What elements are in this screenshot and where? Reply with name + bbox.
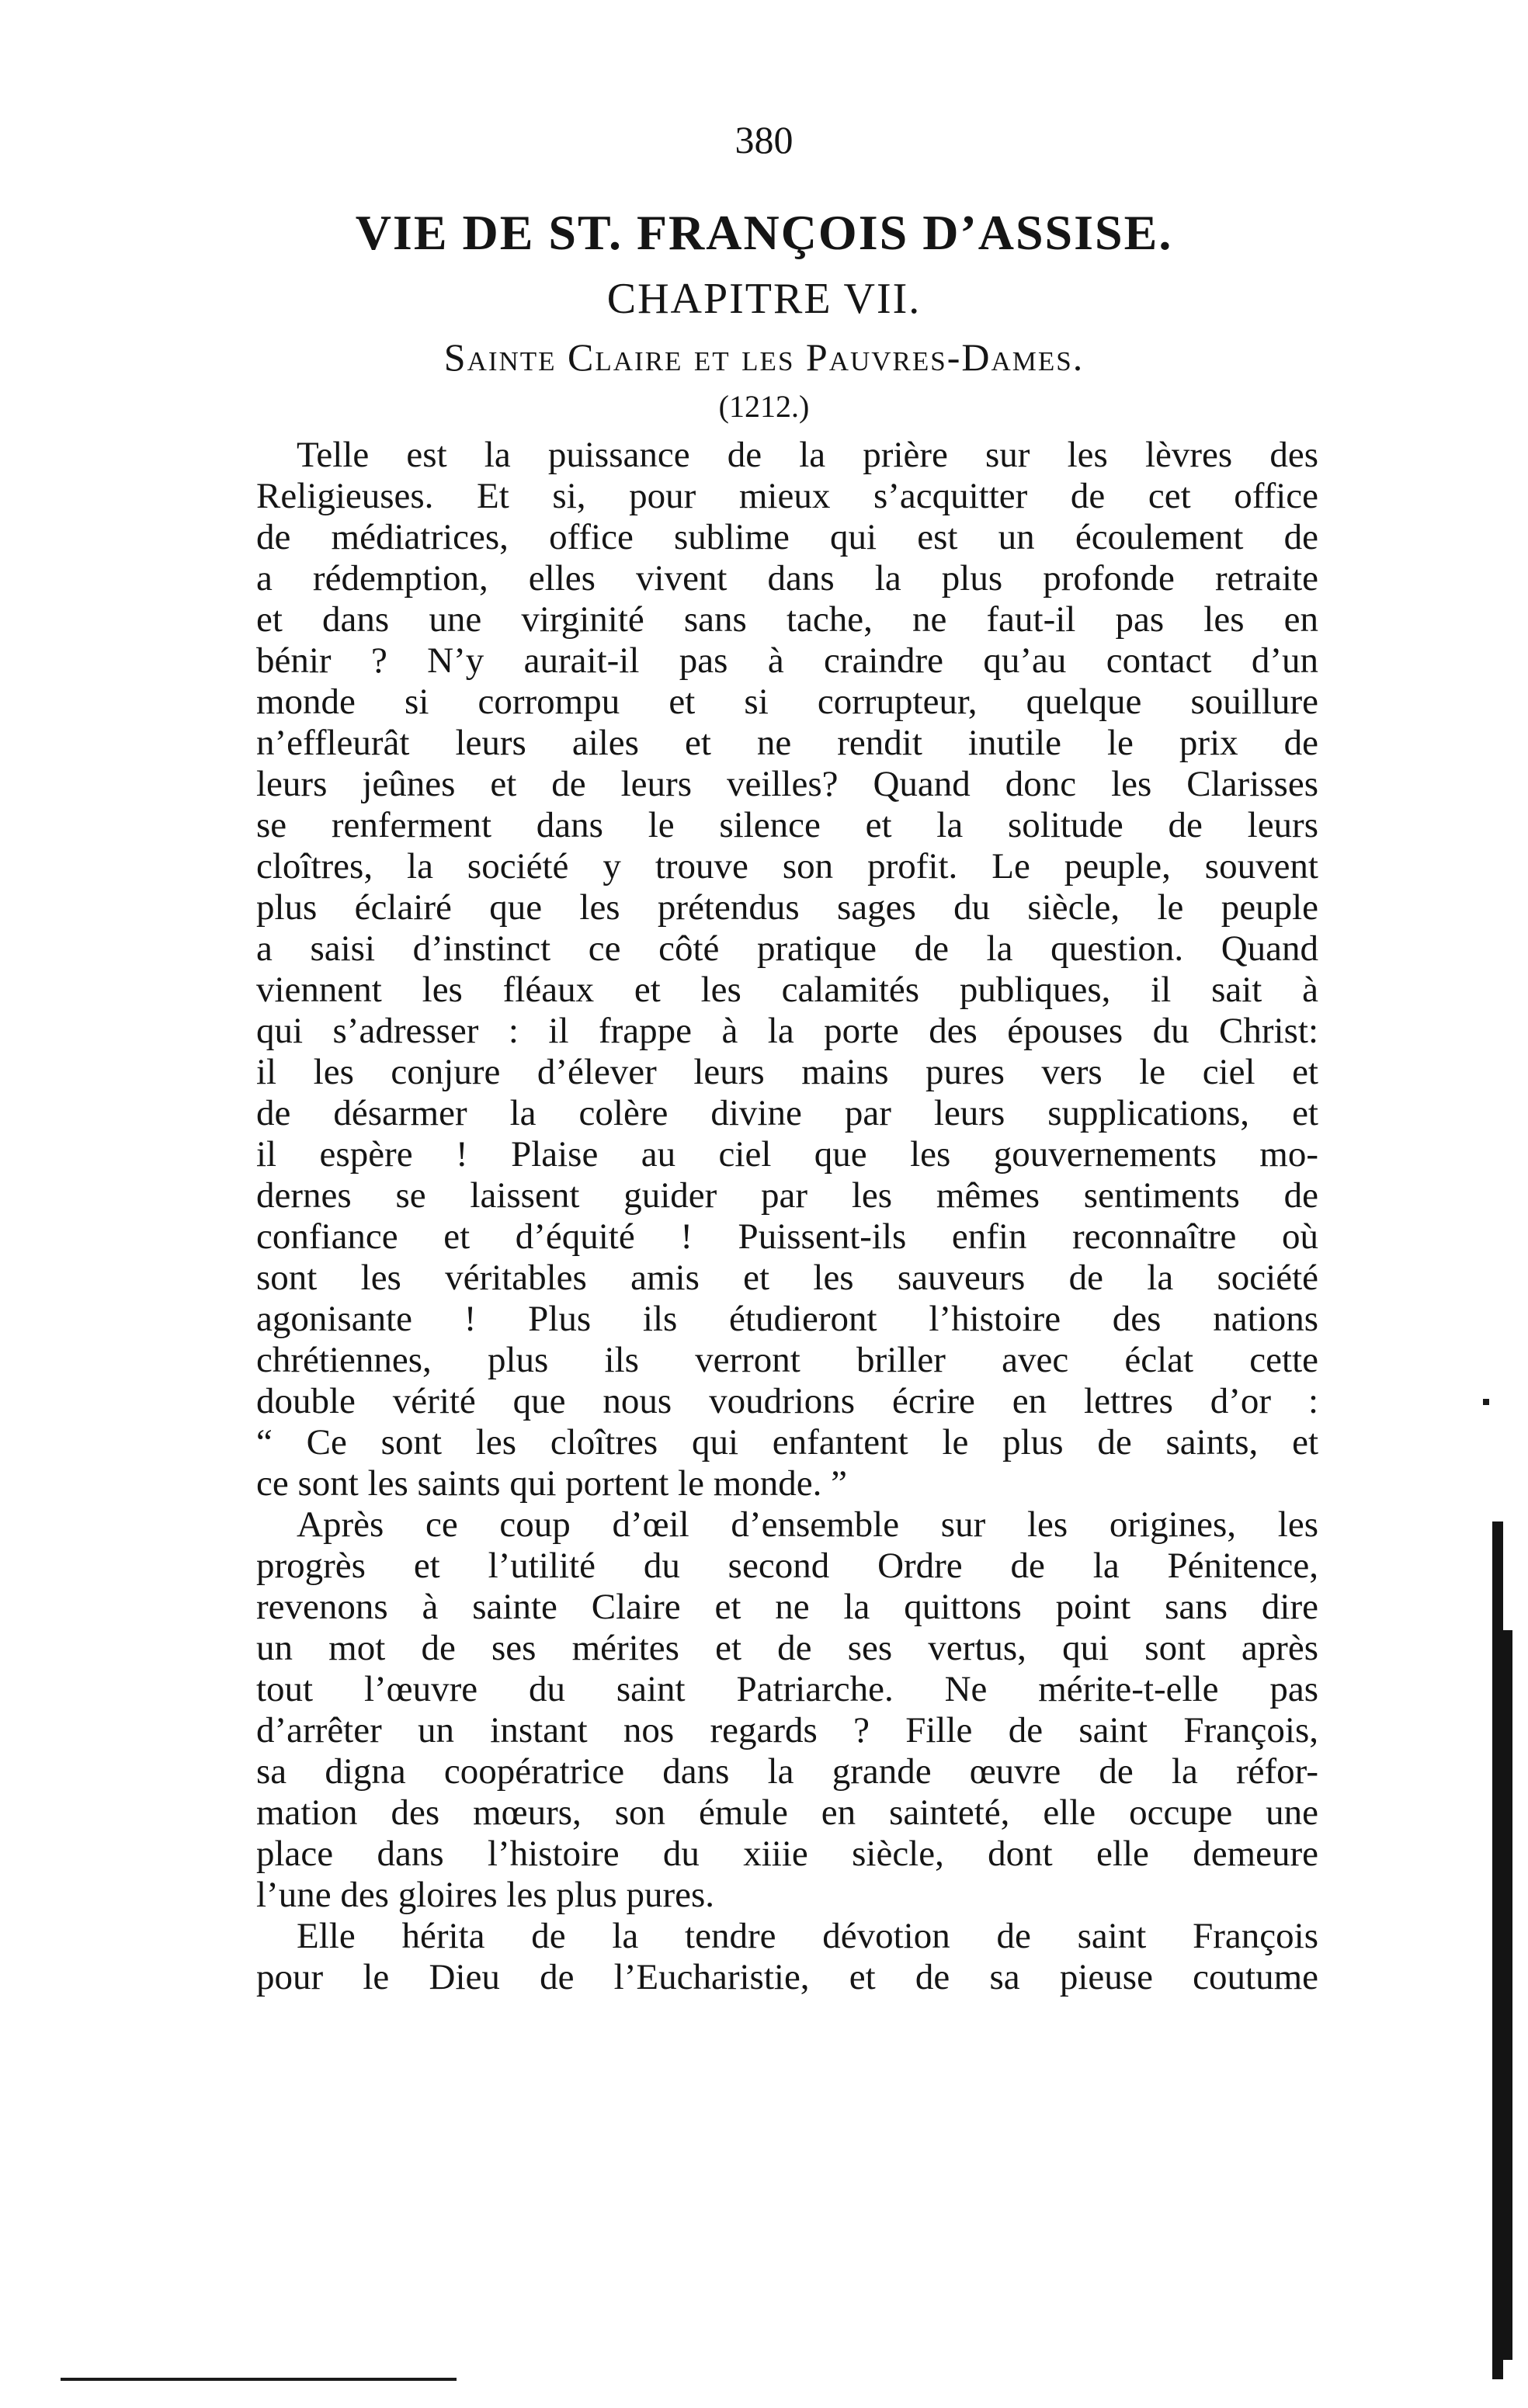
text-line: il les conjure d’élever leurs mains pures vers le ciel et	[256, 1052, 1318, 1092]
text-line: bénir ? N’y aurait-il pas à craindre qu’au contact d’un	[256, 640, 1318, 681]
text-line: agonisante ! Plus ils étudieront l’histoire des nations	[256, 1299, 1318, 1339]
text-line: qui s’adresser : il frappe à la porte des épouses du Christ:	[256, 1011, 1318, 1051]
text-line: a saisi d’instinct ce côté pratique de la question. Quand	[256, 928, 1318, 969]
text-line: Religieuses. Et si, pour mieux s’acquitter de cet office	[256, 476, 1318, 516]
text-line: monde si corrompu et si corrupteur, quelque souillure	[256, 682, 1318, 722]
text-line: confiance et d’équité ! Puissent-ils enfin reconnaître où	[256, 1216, 1318, 1257]
text-line: ce sont les saints qui portent le monde. ”	[256, 1463, 847, 1504]
text-line: un mot de ses mérites et de ses vertus, qui sont après	[256, 1628, 1318, 1668]
text-line: mation des mœurs, son émule en sainteté, elle occupe une	[256, 1792, 1318, 1833]
text-line: a rédemption, elles vivent dans la plus profonde retraite	[256, 558, 1318, 599]
text-line: d’arrêter un instant nos regards ? Fille de saint François,	[256, 1710, 1318, 1750]
text-line: se renferment dans le silence et la solitude de leurs	[256, 805, 1318, 845]
text-line: pour le Dieu de l’Eucharistie, et de sa pieuse coutume	[256, 1957, 1318, 1997]
scan-artifact-rule	[61, 2378, 457, 2381]
chapter-subtitle: Sainte Claire et les Pauvres-Dames.	[443, 335, 1085, 379]
text-line: de désarmer la colère divine par leurs supplications, et	[256, 1093, 1318, 1133]
text-line: Elle hérita de la tendre dévotion de saint François	[297, 1916, 1318, 1956]
text-line: Telle est la puissance de la prière sur les lèvres des	[297, 435, 1318, 475]
text-line: l’une des gloires les plus pures.	[256, 1875, 715, 1915]
running-title: VIE DE ST. FRANÇOIS D’ASSISE.	[355, 205, 1173, 260]
text-line: sa digna coopératrice dans la grande œuvre de la réfor-	[256, 1751, 1318, 1792]
text-line: n’effleurât leurs ailes et ne rendit inutile le prix de	[256, 723, 1318, 763]
chapter-date: (1212.)	[718, 389, 810, 424]
page-number: 380	[734, 118, 794, 161]
text-line: Après ce coup d’œil d’ensemble sur les origines, les	[297, 1504, 1318, 1545]
text-line: viennent les fléaux et les calamités publiques, il sait à	[256, 970, 1318, 1010]
text-line: dernes se laissent guider par les mêmes sentiments de	[256, 1175, 1318, 1216]
text-line: chrétiennes, plus ils verront briller avec éclat cette	[256, 1340, 1318, 1380]
text-line: et dans une virginité sans tache, ne faut-il pas les en	[256, 599, 1318, 640]
body-text	[256, 435, 1318, 1998]
text-line: de médiatrices, office sublime qui est un écoulement de	[256, 517, 1318, 557]
text-line: progrès et l’utilité du second Ordre de la Pénitence,	[256, 1546, 1318, 1586]
text-line: double vérité que nous voudrions écrire en lettres d’or :	[256, 1381, 1318, 1421]
text-line: sont les véritables amis et les sauveurs de la société	[256, 1258, 1318, 1298]
text-line: il espère ! Plaise au ciel que les gouvernements mo-	[256, 1134, 1318, 1175]
chapter-heading: CHAPITRE VII.	[606, 275, 922, 323]
text-line: cloîtres, la société y trouve son profit. Le peuple, souvent	[256, 846, 1318, 887]
text-line: plus éclairé que les prétendus sages du siècle, le peuple	[256, 887, 1318, 928]
text-line: “ Ce sont les cloîtres qui enfantent le plus de saints, et	[256, 1422, 1318, 1462]
text-line: leurs jeûnes et de leurs veilles? Quand donc les Clarisses	[256, 764, 1318, 804]
text-line: tout l’œuvre du saint Patriarche. Ne mérite-t-elle pas	[256, 1669, 1318, 1709]
scan-artifact-speck	[1483, 1399, 1489, 1405]
text-line: place dans l’histoire du xiiie siècle, dont elle demeure	[256, 1834, 1318, 1874]
text-line: revenons à sainte Claire et ne la quittons point sans dire	[256, 1587, 1318, 1627]
scan-artifact-edge	[1498, 1630, 1512, 2360]
